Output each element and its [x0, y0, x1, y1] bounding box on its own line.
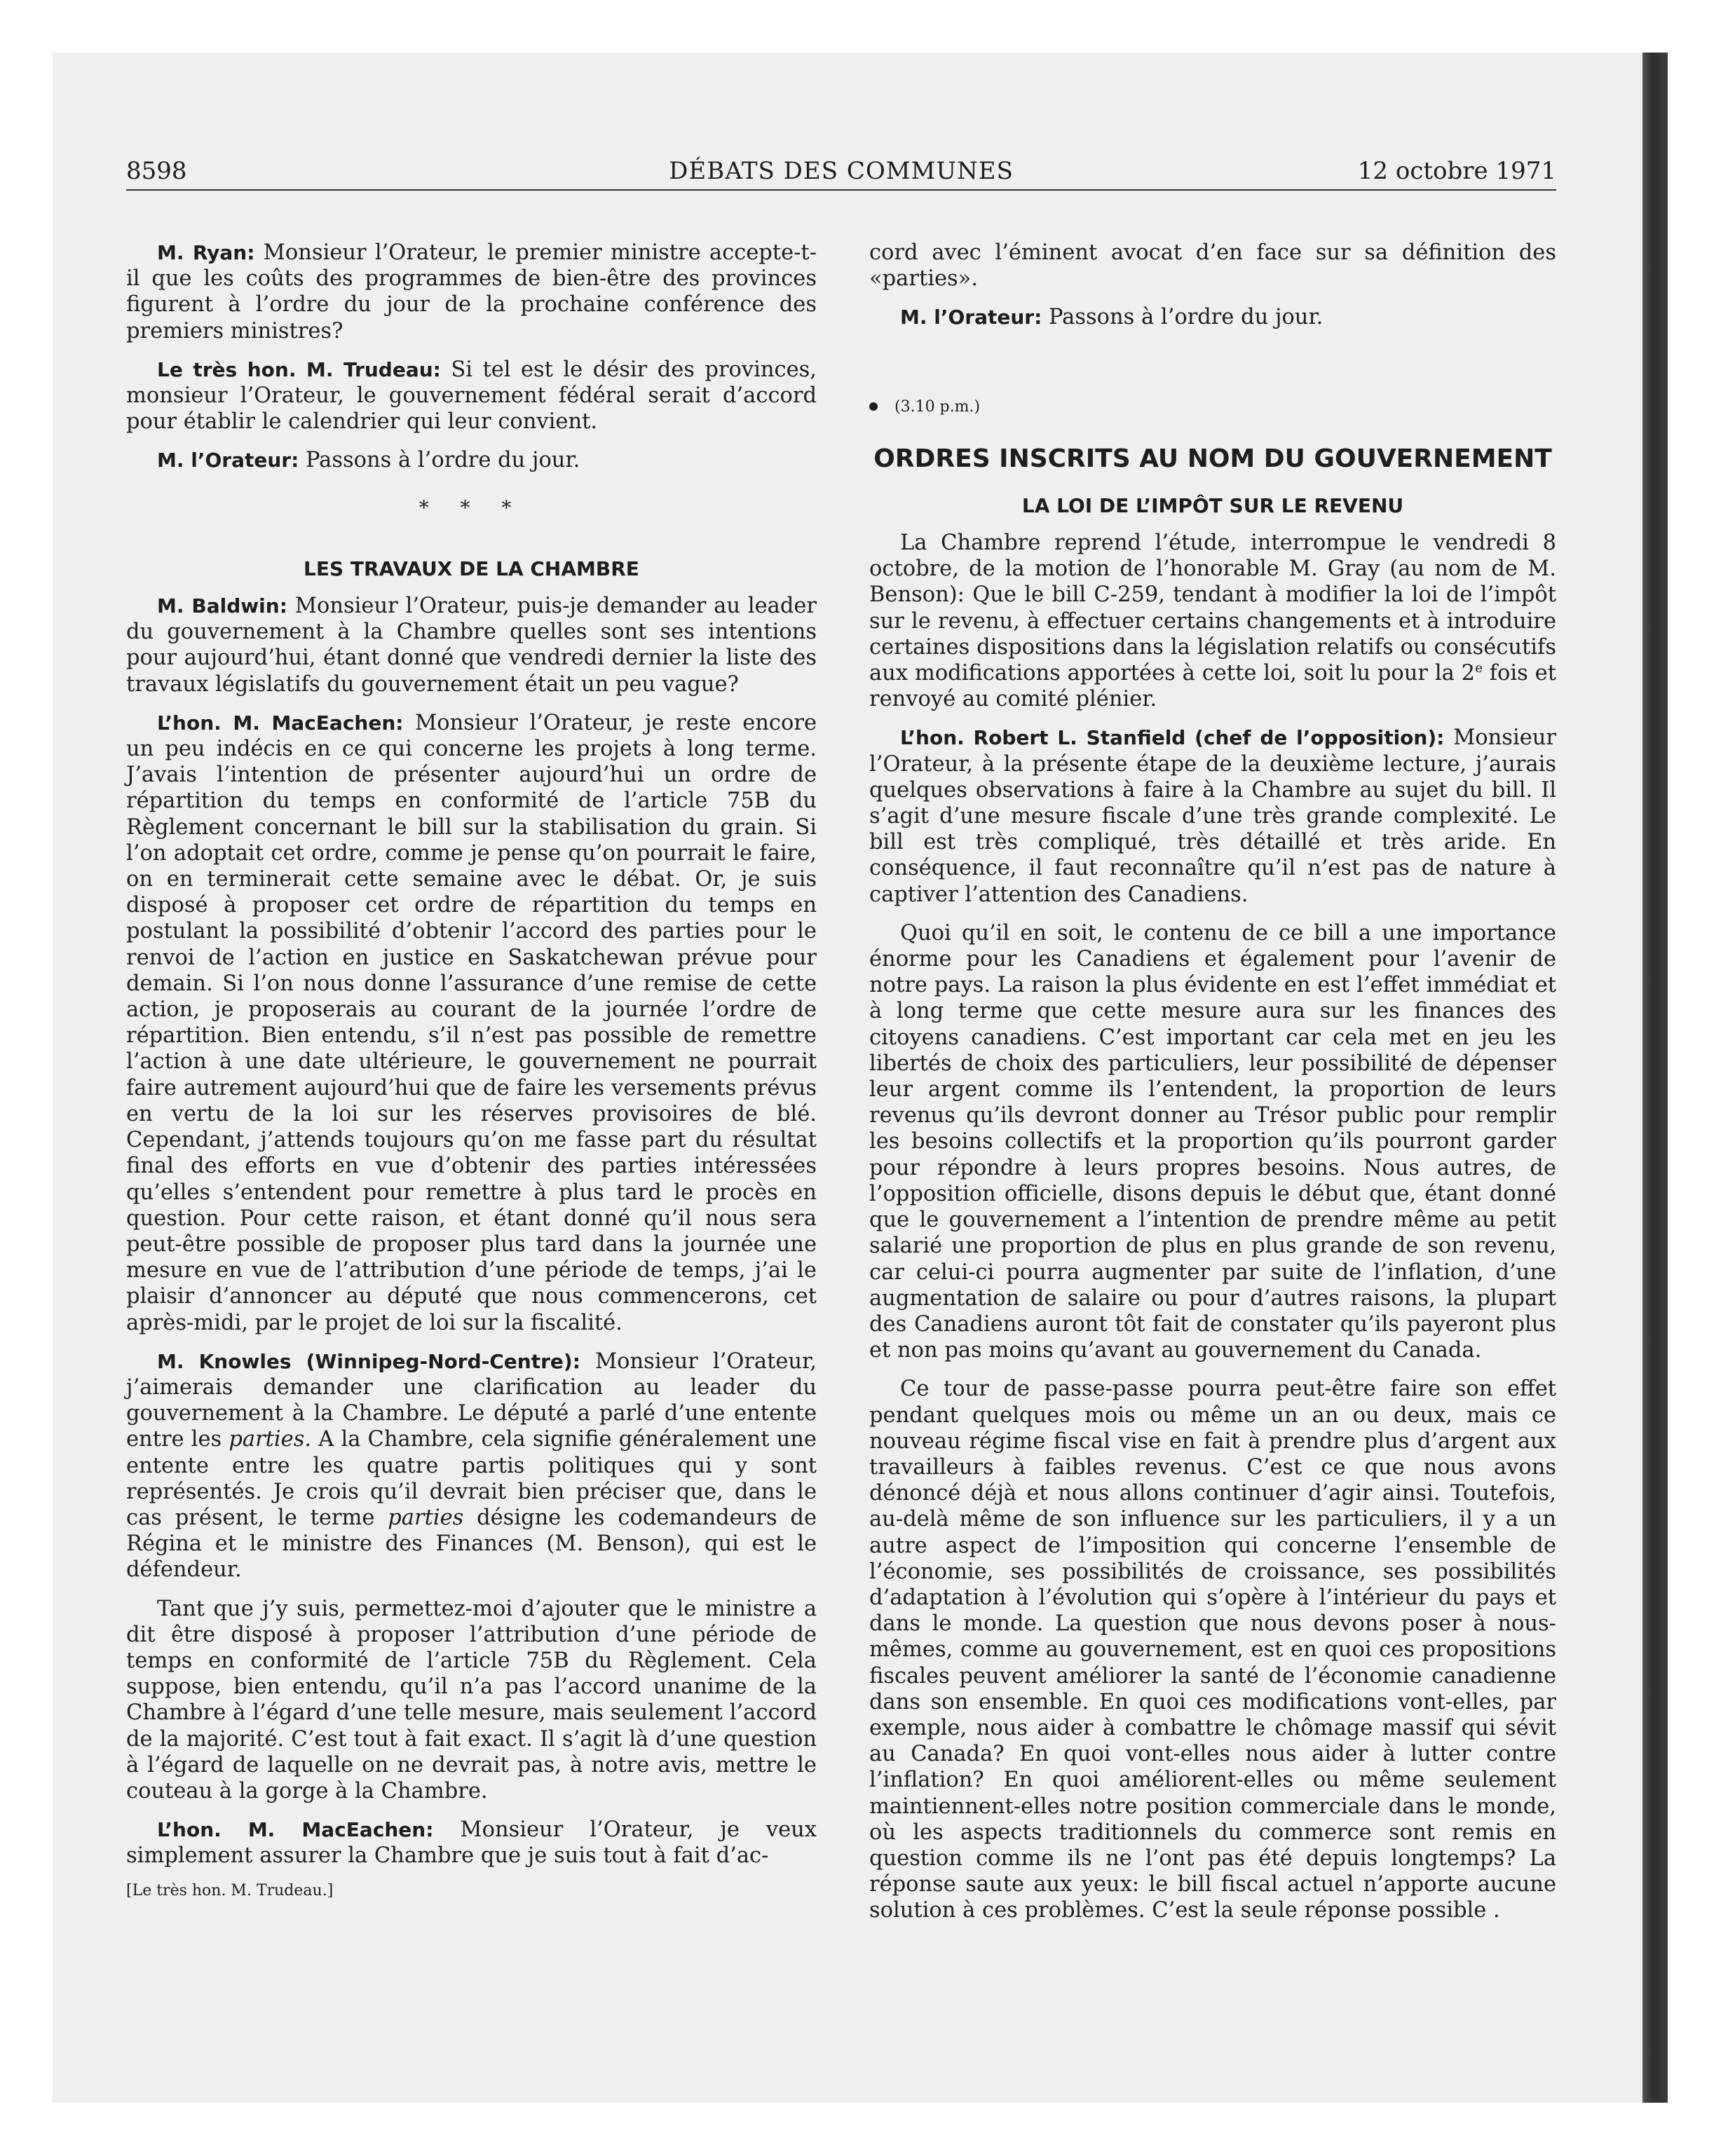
order-title: ORDRES INSCRITS AU NOM DU GOUVERNEMENT	[873, 444, 1552, 473]
speaker-name: M. Ryan:	[157, 241, 255, 264]
speech-text: Si tel est le désir des provinces, monsieur l’Orateur, le gouvernement fédéral serait d’accord pour établir le calendrier qui leur convient.	[126, 357, 817, 435]
paragraph	[869, 920, 1556, 1363]
paragraph	[869, 725, 1556, 907]
paragraph	[126, 447, 817, 473]
speech-text: Monsieur l’Orateur, le premier ministre accepte-t-il que les coûts des programmes de bien-être des provinces figurent à l’ordre du jour de la prochaine conférence des premiers ministres?	[126, 240, 817, 343]
italic-term: parties	[388, 1505, 464, 1530]
paragraph	[126, 593, 817, 697]
speech-text: Passons à l’ordre du jour.	[299, 448, 580, 473]
left-column	[126, 240, 817, 1904]
italic-term: parties.	[229, 1427, 312, 1452]
page-header	[126, 153, 1556, 191]
speech-text: désigne les codemandeurs de Régina et le ministre des Finances (M. Benson), qui est le défendeur.	[126, 1505, 817, 1583]
paragraph	[869, 1376, 1556, 1923]
paragraph	[126, 1596, 817, 1805]
right-column	[869, 240, 1556, 1937]
speaker-name: L’hon. M. MacEachen:	[157, 711, 404, 735]
paragraph	[869, 304, 1556, 330]
bullet-icon	[869, 402, 878, 411]
page-binding-edge	[1642, 53, 1668, 2103]
speech-text: A la Chambre, cela signifie généralement une entente entre les quatre partis politiques qui y sont représentés. Je crois qu’il devrait bien préciser que, dans le cas présent, le terme	[126, 1427, 817, 1530]
speaker-name: Le très hon. M. Trudeau:	[157, 357, 441, 381]
section-title: LA LOI DE L’IMPÔT SUR LE REVENU	[1021, 493, 1404, 517]
speech-text: Quoi qu’il en soit, le contenu de ce bill a une importance énorme pour les Canadiens et également pour l’avenir de notre pays. La raison la plus évidente en est l’effet immédiat et à long terme que cette mesure aura sur les finances des citoyens canadiens. C’est important car cela met en jeu les libertés de choix des particuliers, leur possibilité de dépenser leur argent comme ils l’entendent, la proportion de leurs revenus qu’ils devront donner au Trésor public pour remplir les besoins collectifs et la proportion qu’ils pourront garder pour répondre à leurs propres besoins. Nous autres, de l’opposition officielle, disons depuis le début que, étant donné que le gouvernement a l’intention de prendre même au petit salarié une proportion de plus en plus grande de son revenu, car celui-ci pourra augmenter par suite de l’inflation, d’une augmentation de salaire ou pour d’autres raisons, la plupart des Canadiens auront tôt fait de constater qu’ils payeront plus et non pas moins qu’avant au gouvernement du Canada.	[869, 920, 1556, 1363]
paragraph	[126, 240, 817, 344]
speech-text: cord avec l’éminent avocat d’en face sur sa définition des «parties».	[869, 240, 1556, 292]
time-marker	[869, 394, 1556, 420]
time-text: (3.10 p.m.)	[894, 397, 981, 416]
superscript: e	[1475, 660, 1483, 676]
speech-text: Monsieur l’Orateur, je reste encore un peu indécis en ce qui concerne les projets à long terme. J’avais l’intention de présenter aujourd’hui un ordre de répartition du temps en conformité de l’article 75B du Règlement concernant le bill sur la stabilisation du grain. Si l’on adoptait cet ordre, comme je pense qu’on pourrait le faire, on en terminerait cette semaine avec le débat. Or, je suis disposé à proposer cet ordre de répartition du temps en postulant la possibilité d’obtenir l’accord des parties pour le renvoi de l’action en justice en Saskatchewan prévue pour demain. Si l’on nous donne l’assurance d’une remise de cette action, je proposerais au courant de la journée l’ordre de répartition. Bien entendu, s’il n’est pas possible de remettre l’action à une date ultérieure, le gouvernement ne pourrait faire autrement aujourd’hui que de faire les versements prévus en vertu de la loi sur les réserves provisoires de blé. Cependant, j’attends toujours qu’on me fasse part du résultat final des efforts en vue d’obtenir des parties intéressées qu’elles s’entendent pour remettre à plus tard le procès en question. Pour cette raison, et étant donné qu’il nous sera peut-être possible de proposer plus tard dans la journée une mesure en vue de l’attribution d’une période de temps, j’ai le plaisir d’annoncer au député que nous commencerons, cet après-midi, par le projet de loi sur la fiscalité.	[126, 710, 817, 1335]
section-title: LES TRAVAUX DE LA CHAMBRE	[304, 557, 639, 580]
speaker-name: L’hon. M. MacEachen:	[157, 1818, 434, 1842]
paragraph	[869, 530, 1556, 712]
speech-text: Ce tour de passe-passe pourra peut-être faire son effet pendant quelques mois ou même un an ou deux, mais ce nouveau régime fiscal vise en fait à prendre plus d’argent aux travailleurs à faibles revenus. C’est ce que nous avons dénoncé déjà et nous allons continuer d’agir ainsi. Toutefois, au-delà même de son influence sur les particuliers, il y a un autre aspect de l’imposition qui concerne l’ensemble de l’économie, ses possibilités de croissance, ses possibilités d’adaptation à l’évolution qui s’opère à l’intérieur du pays et dans le monde. La question que nous devons poser à nous-mêmes, comme au gouvernement, est en quoi ces propositions fiscales peuvent améliorer la santé de l’économie canadienne dans son ensemble. En quoi ces modifications vont-elles, par exemple, nous aider à combattre le chômage massif qui sévit au Canada? En quoi vont-elles nous aider à lutter contre l’inflation? En quoi améliorent-elles ou même seulement maintiennent-elles notre position commerciale dans le monde, où les aspects traditionnels du commerce sont remis en question comme ils ne l’ont pas été depuis longtemps? La réponse saute aux yeux: le bill fiscal actuel n’apporte aucune solution à ces problèmes. C’est la seule réponse possible .	[869, 1377, 1556, 1923]
paragraph	[126, 1349, 817, 1583]
paragraph	[126, 710, 817, 1336]
paragraph	[869, 240, 1556, 292]
speaker-name: M. Knowles (Winnipeg-Nord-Centre):	[157, 1349, 580, 1373]
speech-text: La Chambre reprend l’étude, interrompue le vendredi 8 octobre, de la motion de l’honorable M. Gray (au nom de M. Benson): Que le bill C-259, tendant à modifier la loi de l’impôt sur le revenu, à effectuer certains changements et à introduire certaines dispositions dans la législation relatifs ou consécutifs aux modifications apportées à cette loi, soit lu pour la 2	[869, 531, 1556, 686]
speaker-name: M. l’Orateur:	[157, 449, 299, 472]
speaker-name: M. l’Orateur:	[900, 306, 1042, 329]
section-separator: * * *	[419, 496, 524, 519]
speech-text: Monsieur l’Orateur, puis-je demander au leader du gouvernement à la Chambre quelles sont ses intentions pour aujourd’hui, étant donné que vendredi dernier la liste des travaux législatifs du gouvernement était un peu vague?	[126, 594, 817, 697]
speech-text: Monsieur l’Orateur, j’aimerais demander une clarification au leader du gouvernement à la Chambre. Le député a parlé d’une entente entre les	[126, 1349, 817, 1452]
speaker-name: L’hon. Robert L. Stanfield (chef de l’opposition):	[900, 726, 1445, 750]
speech-text: fois et renvoyé au comité plénier.	[869, 661, 1556, 712]
publication-title: DÉBATS DES COMMUNES	[669, 157, 1014, 185]
page-date: 12 octobre 1971	[1357, 157, 1556, 185]
speech-text: Tant que j’y suis, permettez-moi d’ajouter que le ministre a dit être disposé à proposer l’attribution d’une période de temps en conformité de l’article 75B du Règlement. Cela suppose, bien entendu, qu’il n’a pas l’accord unanime de la Chambre à l’égard d’une telle mesure, mais seulement l’accord de la majorité. C’est tout à fait exact. Il s’agit là d’une question à l’égard de laquelle on ne devrait pas, à notre avis, mettre le couteau à la gorge à la Chambre.	[126, 1596, 817, 1803]
footnote: [Le très hon. M. Trudeau.]	[126, 1881, 334, 1899]
speech-text: Monsieur l’Orateur, je veux simplement assurer la Chambre que je suis tout à fait d’ac-	[126, 1817, 817, 1869]
speech-text: Passons à l’ordre du jour.	[1042, 305, 1324, 330]
paragraph	[126, 1817, 817, 1869]
page-number: 8598	[126, 157, 187, 185]
speech-text: Monsieur l’Orateur, à la présente étape de la deuxième lecture, j’aurais quelques observations à faire à la Chambre au sujet du bill. Il s’agit d’une mesure fiscale d’une très grande complexité. Le bill est très compliqué, très détaillé et très aride. En conséquence, il faut reconnaître qu’il n’est pas de nature à captiver l’attention des Canadiens.	[869, 725, 1556, 907]
paragraph	[126, 357, 817, 435]
speaker-name: M. Baldwin:	[157, 594, 287, 618]
